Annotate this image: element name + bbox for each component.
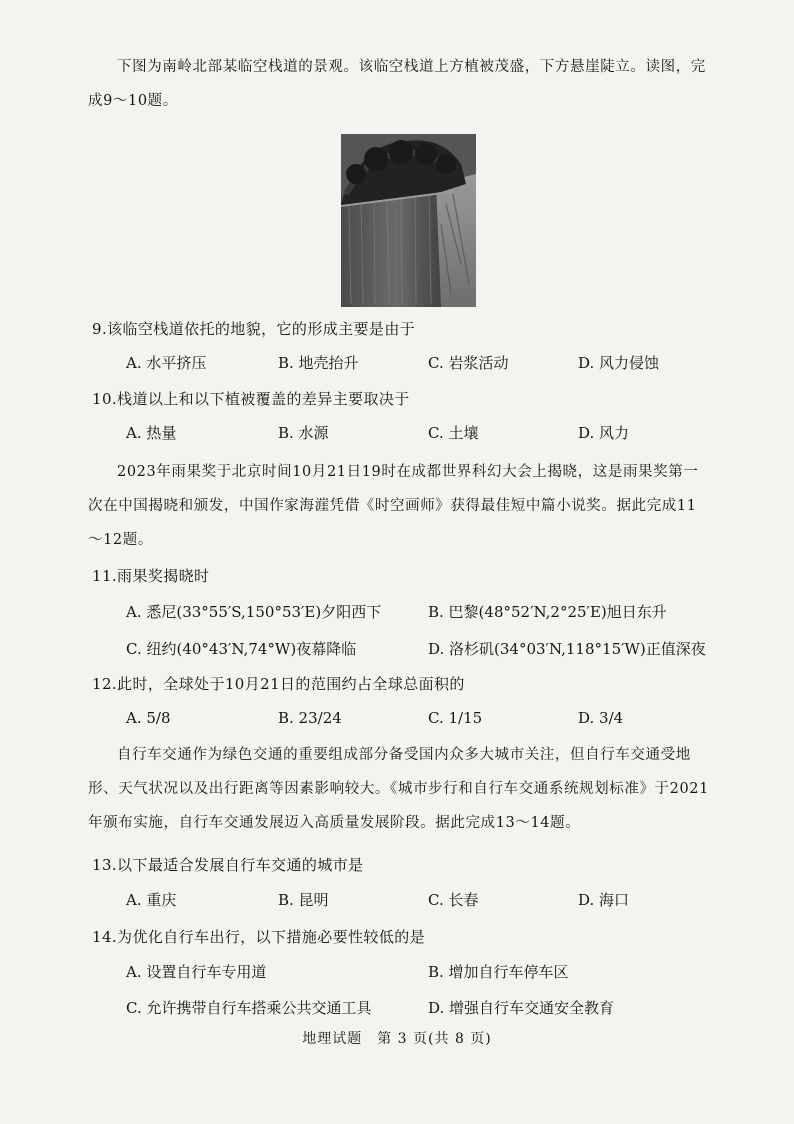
- q11-option-a[interactable]: A. 悉尼(33°55′S,150°53′E)夕阳西下: [126, 603, 382, 621]
- q14-option-d[interactable]: D. 增强自行车交通安全教育: [428, 999, 615, 1017]
- q9-stem: 9.该临空栈道依托的地貌，它的形成主要是由于: [92, 320, 416, 338]
- q13-option-b[interactable]: B. 昆明: [278, 891, 329, 909]
- intro-9-10: 下图为南岭北部某临空栈道的景观。该临空栈道上方植被茂盛，下方悬崖陡立。读图，完成9～10题。: [88, 59, 706, 109]
- q13-options: [126, 889, 706, 913]
- q13-option-c[interactable]: C. 长春: [428, 891, 479, 909]
- photo-image: [341, 134, 476, 307]
- q9-option-c[interactable]: C. 岩浆活动: [428, 354, 509, 372]
- q12-options: [126, 709, 706, 733]
- q10-option-b[interactable]: B. 水源: [278, 424, 329, 442]
- q13-option-a[interactable]: A. 重庆: [126, 891, 177, 909]
- q12-option-a[interactable]: A. 5/8: [126, 709, 171, 727]
- q10-option-a[interactable]: A. 热量: [126, 424, 177, 442]
- cliff-plankway-photo: [341, 134, 476, 307]
- q9-option-d[interactable]: D. 风力侵蚀: [578, 354, 660, 372]
- q14-option-c[interactable]: C. 允许携带自行车搭乘公共交通工具: [126, 999, 372, 1017]
- q12-stem: 12.此时，全球处于10月21日的范围约占全球总面积的: [92, 675, 465, 693]
- q11-stem: 11.雨果奖揭晓时: [92, 567, 210, 585]
- intro-13-14: 自行车交通作为绿色交通的重要组成部分备受国内众多大城市关注，但自行车交通受地形、天气状况以及出行距离等因素影响较大。《城市步行和自行车交通系统规划标准》于2021年颁布实施，自行车交通发展迈入高质量发展阶段。据此完成13～14题。: [88, 747, 709, 831]
- q9-option-b[interactable]: B. 地壳抬升: [278, 354, 359, 372]
- q10-stem: 10.栈道以上和以下植被覆盖的差异主要取决于: [92, 390, 410, 408]
- q9-options: [126, 352, 706, 376]
- page-footer: 地理试题 第 3 页(共 8 页): [302, 1031, 492, 1047]
- q9-option-a[interactable]: A. 水平挤压: [126, 354, 207, 372]
- q14-options-row1: [126, 961, 706, 985]
- q13-stem: 13.以下最适合发展自行车交通的城市是: [92, 856, 364, 874]
- q11-option-c[interactable]: C. 纽约(40°43′N,74°W)夜幕降临: [126, 640, 357, 658]
- q10-option-c[interactable]: C. 土壤: [428, 424, 479, 442]
- q14-option-a[interactable]: A. 设置自行车专用道: [126, 963, 267, 981]
- q14-option-b[interactable]: B. 增加自行车停车区: [428, 963, 569, 981]
- q14-options-row2: [126, 997, 706, 1021]
- q10-options: [126, 422, 706, 446]
- q11-options-row1: [126, 601, 706, 625]
- q12-option-c[interactable]: C. 1/15: [428, 709, 483, 727]
- q12-option-b[interactable]: B. 23/24: [278, 709, 342, 727]
- q13-option-d[interactable]: D. 海口: [578, 891, 630, 909]
- q11-option-b[interactable]: B. 巴黎(48°52′N,2°25′E)旭日东升: [428, 603, 667, 621]
- q11-options-row2: [126, 638, 706, 662]
- q12-option-d[interactable]: D. 3/4: [578, 709, 624, 727]
- q11-option-d[interactable]: D. 洛杉矶(34°03′N,118°15′W)正值深夜: [428, 640, 706, 658]
- q10-option-d[interactable]: D. 风力: [578, 424, 630, 442]
- q14-stem: 14.为优化自行车出行，以下措施必要性较低的是: [92, 928, 426, 946]
- intro-11-12: 2023年雨果奖于北京时间10月21日19时在成都世界科幻大会上揭晓，这是雨果奖第一次在中国揭晓和颁发，中国作家海漄凭借《时空画师》获得最佳短中篇小说奖。据此完成11～12题。: [88, 464, 699, 548]
